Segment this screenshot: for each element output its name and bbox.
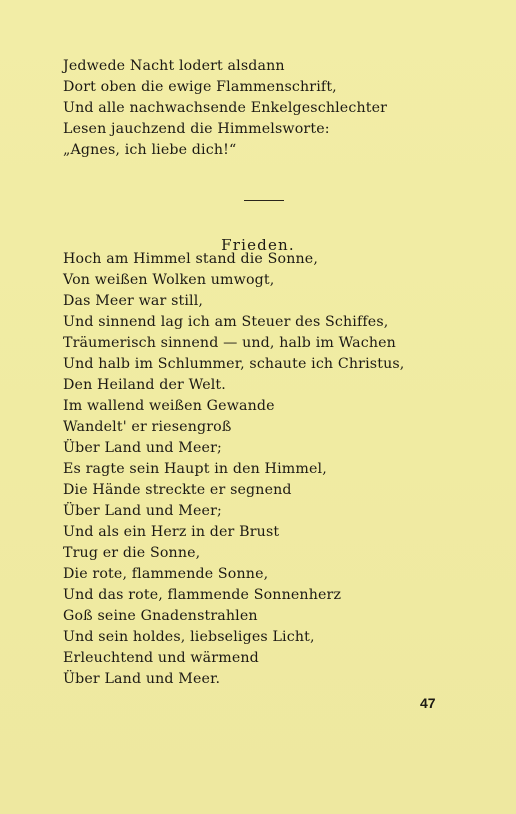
verse-line: Die Hände streckte er segnend bbox=[63, 482, 292, 498]
verse-line: Trug er die Sonne, bbox=[63, 545, 201, 561]
verse-line: Das Meer war still, bbox=[63, 293, 204, 309]
verse-line: Träumerisch sinnend — und, halb im Wachen bbox=[63, 335, 396, 351]
verse-line: Von weißen Wolken umwogt, bbox=[63, 272, 275, 288]
verse-line: Im wallend weißen Gewande bbox=[63, 398, 275, 414]
verse-line: Über Land und Meer. bbox=[63, 671, 221, 687]
verse-line: Den Heiland der Welt. bbox=[63, 377, 226, 393]
verse-line: Dort oben die ewige Flammenschrift, bbox=[63, 79, 337, 95]
verse-line: Und das rote, flammende Sonnenherz bbox=[63, 587, 342, 603]
verse-line: Und als ein Herz in der Brust bbox=[63, 524, 280, 540]
verse-line: Und alle nachwachsende Enkelgeschlechter bbox=[63, 100, 388, 116]
verse-line: Und sinnend lag ich am Steuer des Schiffes, bbox=[63, 314, 389, 330]
verse-line: Es ragte sein Haupt in den Himmel, bbox=[63, 461, 327, 477]
poem-title: Frieden. bbox=[221, 236, 295, 254]
verse-line: Hoch am Himmel stand die Sonne, bbox=[63, 251, 318, 267]
verse-line: Und halb im Schlummer, schaute ich Christus, bbox=[63, 356, 405, 372]
verse-line: Über Land und Meer; bbox=[63, 440, 222, 456]
section-divider bbox=[244, 200, 284, 201]
page-number: 47 bbox=[420, 695, 436, 711]
verse-line: Erleuchtend und wärmend bbox=[63, 650, 259, 666]
verse-line: Goß seine Gnadenstrahlen bbox=[63, 608, 258, 624]
verse-line: Und sein holdes, liebseliges Licht, bbox=[63, 629, 315, 645]
verse-line: Die rote, flammende Sonne, bbox=[63, 566, 269, 582]
verse-line: Über Land und Meer; bbox=[63, 503, 222, 519]
verse-line: „Agnes, ich liebe dich!“ bbox=[63, 142, 237, 158]
verse-line: Jedwede Nacht lodert alsdann bbox=[63, 58, 285, 74]
verse-line: Lesen jauchzend die Himmelsworte: bbox=[63, 121, 330, 137]
verse-line: Wandelt' er riesengroß bbox=[63, 419, 232, 435]
